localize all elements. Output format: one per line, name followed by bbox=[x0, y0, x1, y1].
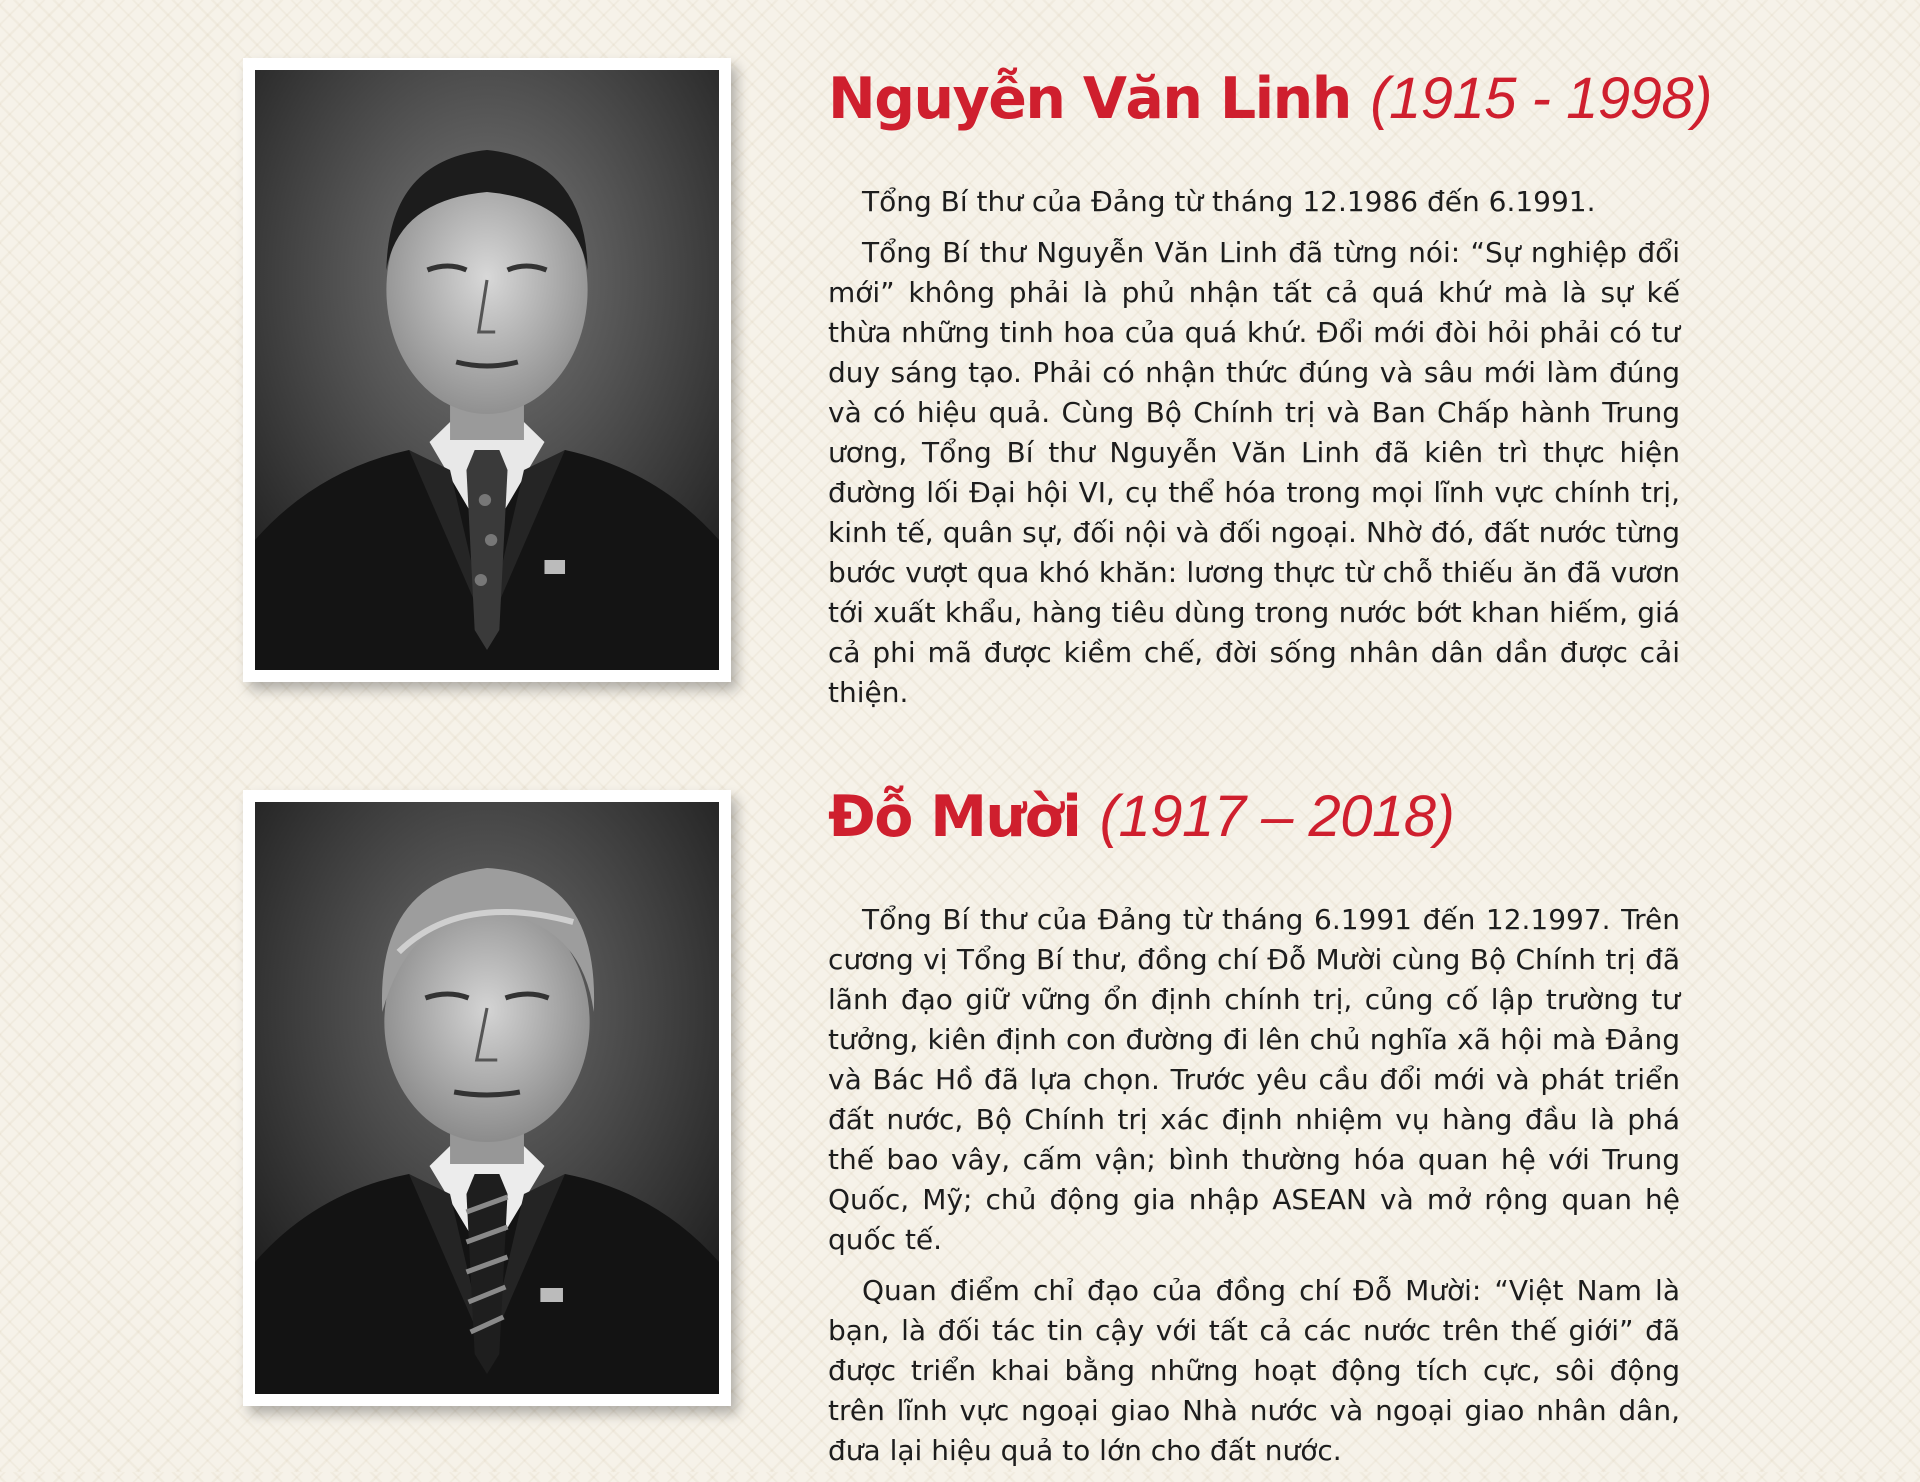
bio-paragraph: Tổng Bí thư Nguyễn Văn Linh đã từng nói: “Sự nghiệp đổi mới” không phải là phủ nhận tất cả quá khứ mà là sự kế thừa những tinh hoa của quá khứ. Đổi mới đòi hỏi phải có tư duy sáng tạo. Phải có nhận thức đúng và sâu mới làm đúng và có hiệu quả. Cùng Bộ Chính trị và Ban Chấp hành Trung ương, Tổng Bí thư Nguyễn Văn Linh đã kiên trì thực hiện đường lối Đại hội VI, cụ thể hóa trong mọi lĩnh vực chính trị, kinh tế, quân sự, đối nội và đối ngoại. Nhờ đó, đất nước từng bước vượt qua khó khăn: lương thực từ chỗ thiếu ăn đã vươn tới xuất khẩu, hàng tiêu dùng trong nước bớt khan hiếm, giá cả phi mã được kiềm chế, đời sống nhân dân dần được cải thiện. bbox=[828, 236, 1680, 709]
portrait-photo bbox=[255, 802, 719, 1394]
portrait-image bbox=[255, 70, 719, 670]
person-name: Đỗ Mười bbox=[828, 784, 1081, 850]
biography-text bbox=[828, 182, 1680, 724]
bio-paragraph: Tổng Bí thư của Đảng từ tháng 12.1986 đến 6.1991. bbox=[862, 185, 1596, 218]
bio-paragraph: Quan điểm chỉ đạo của đồng chí Đỗ Mười: “Việt Nam là bạn, là đối tác tin cậy với tất cả các nước trên thế giới” đã được triển khai bằng những hoạt động tích cực, sôi động trên lĩnh vực ngoại giao Nhà nước và ngoại giao nhân dân, đưa lại hiệu quả to lớn cho đất nước. bbox=[828, 1274, 1680, 1467]
person-name: Nguyễn Văn Linh bbox=[828, 66, 1351, 132]
biography-entry bbox=[0, 0, 1920, 720]
portrait-frame bbox=[243, 58, 731, 682]
bio-paragraph: Tổng Bí thư của Đảng từ tháng 6.1991 đến 12.1997. Trên cương vị Tổng Bí thư, đồng chí Đỗ Mười cùng Bộ Chính trị đã lãnh đạo giữ vững ổn định chính trị, củng cố lập trường tư tưởng, kiên định con đường đi lên chủ nghĩa xã hội mà Đảng và Bác Hồ đã lựa chọn. Trước yêu cầu đổi mới và phát triển đất nước, Bộ Chính trị xác định nhiệm vụ hàng đầu là phá thế bao vây, cấm vận; bình thường hóa quan hệ với Trung Quốc, Mỹ; chủ động gia nhập ASEAN và mở rộng quan hệ quốc tế. bbox=[828, 903, 1680, 1256]
biography-text bbox=[828, 900, 1680, 1482]
portrait-frame bbox=[243, 790, 731, 1406]
portrait-image bbox=[255, 802, 719, 1394]
person-heading bbox=[828, 66, 1712, 132]
person-years: (1917 – 2018) bbox=[1099, 784, 1455, 849]
person-years: (1915 - 1998) bbox=[1370, 66, 1712, 131]
portrait-photo bbox=[255, 70, 719, 670]
biography-entry bbox=[0, 720, 1920, 1472]
person-heading bbox=[828, 784, 1455, 850]
